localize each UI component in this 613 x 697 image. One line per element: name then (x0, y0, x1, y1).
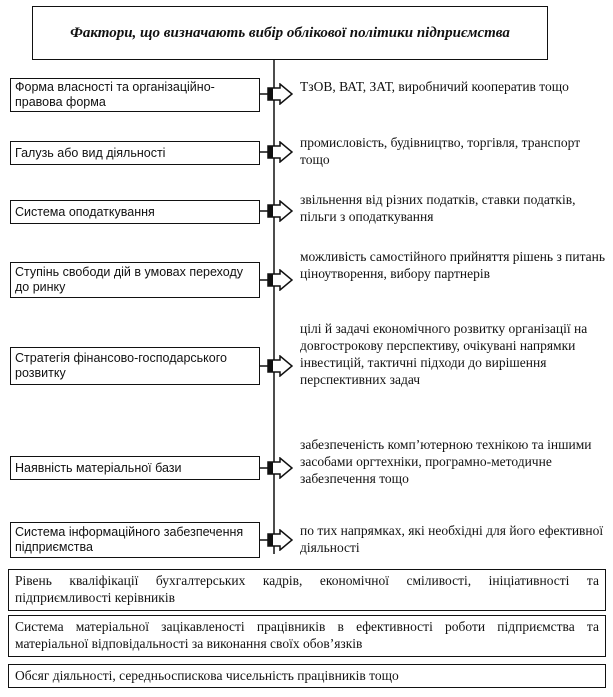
arrow-icon (267, 83, 293, 105)
arrow-icon (267, 141, 293, 163)
arrow-icon (267, 529, 293, 551)
factor-box-ownership: Форма власності та організаційно-правова форма (10, 78, 260, 112)
factor-box-material-base: Наявність матеріальної бази (10, 456, 260, 480)
factor-box-information-system: Система інформаційного забезпечення підприємства (10, 522, 260, 558)
factor-box-industry: Галузь або вид діяльності (10, 141, 260, 165)
factor-description: забезпеченість комп’ютерною технікою та іншими засобами оргтехніки, програмно-методичне забезпечення тощо (300, 437, 592, 486)
factor-description: цілі й задачі економічного розвитку організації на довгострокову перспективу, очікувані напрямки інвестицій, тактичні підходи до вирішення перспективних задач (300, 321, 588, 387)
wide-factor-box-motivation: Система матеріальної зацікавленості працівників в ефективності роботи підприємства та матеріальної відповідальності за виконання своїх обов’язків (8, 615, 606, 657)
factor-description: ТзОВ, ВАТ, ЗАТ, виробничий кооператив тощо (300, 79, 569, 94)
factor-box-freedom: Ступінь свободи дій в умовах переходу до ринку (10, 262, 260, 298)
arrow-icon (267, 457, 293, 479)
factor-description: можливість самостійного прийняття рішень з питань ціноутворення, вибору партнерів (300, 249, 606, 281)
factor-description: звільнення від різних податків, ставки податків, пільги з оподаткування (300, 192, 576, 224)
arrow-icon (267, 200, 293, 222)
arrow-icon (267, 269, 293, 291)
factor-description: по тих напрямках, які необхідні для його ефективної діяльності (300, 523, 604, 555)
arrow-icon (267, 355, 293, 377)
factor-description: промисловість, будівництво, торгівля, транспорт тощо (300, 135, 581, 167)
wide-factor-box-qualification: Рівень кваліфікації бухгалтерських кадрів, економічної сміливості, ініціативності та підприємливості керівників (8, 569, 606, 611)
factor-box-taxation: Система оподаткування (10, 200, 260, 224)
factor-box-strategy: Стратегія фінансово-господарського розвитку (10, 347, 260, 385)
wide-factor-box-volume: Обсяг діяльності, середньоспискова чисельність працівників тощо (8, 664, 606, 688)
diagram-title: Фактори, що визначають вибір облікової політики підприємства (32, 6, 548, 60)
